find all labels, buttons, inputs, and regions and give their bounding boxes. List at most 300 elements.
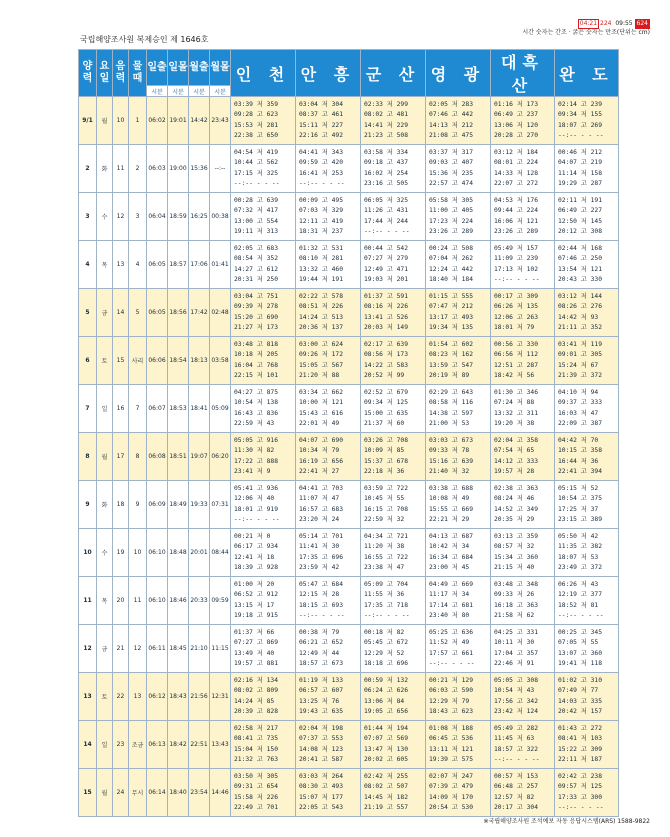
cell-mul: 조금 [129,721,147,769]
tide-entry: 12:06 고 263 [494,313,538,321]
cell-tide-site-4 [491,241,555,289]
cell-lunar: 10 [113,97,129,145]
tide-entry: 17:33 고 300 [558,793,602,801]
tide-entry: 03:12 저 144 [558,292,602,300]
tide-entry: 05:50 저 42 [558,532,599,540]
cell-mset: 12:31 [210,673,231,721]
tide-entry: 22:59 저 32 [364,516,405,523]
tide-entry: 18:01 고 919 [234,505,278,513]
table-row [79,97,619,145]
table-row [79,721,619,769]
tide-entry: 23:20 저 24 [299,516,340,523]
cell-date: 14 [79,721,97,769]
cell-mrise: 21:10 [189,625,210,673]
tide-entry: 11:30 저 82 [234,447,275,454]
cell-lunar: 14 [113,289,129,337]
cell-mrise: 19:07 [189,433,210,481]
tide-entry: 06:48 고 257 [494,783,538,790]
tide-entry: 14:45 저 182 [364,793,408,801]
cell-mrise: 20:33 [189,577,210,625]
cell-lunar: 18 [113,481,129,529]
tide-entry: 12:49 저 44 [299,649,340,657]
cell-set: 18:53 [168,385,189,433]
tide-entry: 01:08 저 188 [429,724,473,732]
cell-tide-site-3 [426,769,491,817]
tide-entry: 17:22 고 888 [234,457,278,465]
tide-entry: 07:24 저 88 [494,399,535,406]
tide-entry: --:-- - - -- [558,612,604,619]
cell-tide-site-0 [231,721,296,769]
tide-entry: 08:16 저 226 [364,303,408,310]
tide-entry: 18:07 고 269 [558,121,602,129]
tide-entry: 19:39 고 575 [429,756,473,763]
cell-rise: 06:05 [147,241,168,289]
cell-tide-site-3 [426,673,491,721]
cell-mset: 13:43 [210,721,231,769]
tide-entry: 15:37 고 678 [364,457,408,465]
tide-entry: 18:42 저 56 [494,372,535,379]
tide-entry: 19:43 고 635 [299,708,343,715]
tide-entry: 11:17 저 34 [429,591,470,598]
tide-entry: 13:00 고 554 [234,217,278,225]
tide-entry: 07:46 고 442 [429,111,473,118]
tide-entry: 09:01 고 305 [558,351,602,358]
cell-mset: 00:38 [210,193,231,241]
tide-entry: 06:56 저 112 [494,351,538,358]
tide-entry: 09:31 고 654 [234,783,278,790]
cell-mrise: 16:25 [189,193,210,241]
cell-tide-site-1 [296,289,361,337]
cell-set: 18:54 [168,337,189,385]
tide-entry: 07:49 저 77 [558,687,599,694]
header-site-2: 군 산 [361,50,426,97]
table-row [79,769,619,817]
tide-entry: 09:34 저 125 [364,399,408,406]
tide-entry: 20:36 저 137 [299,324,343,331]
tide-entry: 13:11 저 121 [429,745,473,753]
cell-tide-site-0 [231,145,296,193]
cell-date: 2 [79,145,97,193]
cell-mset: 08:44 [210,529,231,577]
cell-lunar: 19 [113,529,129,577]
cell-lunar: 15 [113,337,129,385]
table-row [79,385,619,433]
tide-entry: --:-- - - -- [558,132,604,139]
tide-entry: 17:35 고 696 [299,553,343,561]
cell-dow: 월 [97,769,113,817]
tide-entry: 19:03 저 201 [364,276,408,283]
tide-entry: 18:31 저 237 [299,228,343,235]
tide-entry: 11:00 고 405 [429,207,473,214]
tide-entry: 16:55 고 722 [364,553,408,561]
cell-tide-site-4 [491,481,555,529]
tide-entry: 20:52 저 99 [364,372,405,379]
tide-entry: 12:51 고 287 [494,361,538,369]
tide-entry: 21:00 저 53 [429,420,470,427]
cell-tide-site-1 [296,577,361,625]
cell-dow: 화 [97,481,113,529]
cell-rise: 06:06 [147,337,168,385]
tide-entry: 03:37 저 317 [429,148,473,156]
tide-entry: --:-- - - -- [299,612,345,619]
cell-mul: 8 [129,433,147,481]
cell-set: 19:00 [168,145,189,193]
header-col-6: 월출 [189,50,210,86]
tide-entry: 22:18 저 36 [364,468,405,475]
tide-entry: 14:33 저 128 [494,169,538,177]
cell-tide-site-0 [231,193,296,241]
tide-entry: 03:04 고 751 [234,292,278,300]
tide-entry: 04:13 고 687 [429,532,473,540]
header-col-1: 요일 [97,50,113,97]
footer-note: ※국립해양조사원 조석예보 자동 응답시스템(ARS) 1588-9822 [483,818,650,825]
tide-entry: 18:43 고 623 [429,708,473,715]
tide-entry: 19:29 고 287 [558,180,602,187]
tide-entry: 22:46 저 91 [494,660,535,667]
tide-entry: 23:59 저 42 [299,564,340,571]
tide-entry: 21:15 저 40 [494,564,535,571]
tide-entry: 12:15 저 28 [299,591,340,598]
tide-entry: 13:41 고 526 [364,313,408,321]
tide-entry: 02:05 고 683 [234,244,278,252]
tide-entry: 04:49 고 669 [429,580,473,588]
tide-entry: --:-- - - -- [234,180,280,187]
tide-entry: 22:01 저 49 [299,420,340,427]
table-row [79,433,619,481]
tide-entry: 06:21 고 652 [299,639,343,646]
cell-tide-site-1 [296,433,361,481]
tide-entry: --:-- - - -- [299,180,345,187]
cell-mrise: 21:56 [189,673,210,721]
tide-entry: 09:34 저 155 [558,111,602,118]
tide-entry: 19:05 고 656 [364,708,408,715]
tide-entry: 07:46 고 250 [558,255,602,262]
tide-entry: 09:33 저 26 [494,591,535,598]
legend-time-box: 04:21 [578,19,599,29]
cell-rise: 06:13 [147,721,168,769]
cell-tide-site-1 [296,193,361,241]
tide-entry: 10:08 저 49 [429,495,470,502]
tide-entry: 11:55 저 36 [364,591,405,598]
tide-entry: 11:45 저 63 [494,735,535,742]
tide-entry: 10:44 고 562 [234,159,278,166]
cell-tide-site-2 [361,337,426,385]
cell-mrise: 15:36 [189,145,210,193]
cell-date: 13 [79,673,97,721]
cell-dow: 수 [97,193,113,241]
tide-entry: 12:29 저 52 [364,649,405,657]
tide-entry: 08:24 저 46 [494,495,535,502]
tide-entry: 11:35 고 382 [558,543,602,550]
cell-dow: 토 [97,673,113,721]
tide-entry: 19:57 저 28 [494,468,535,475]
header-site-1: 안 흥 [296,50,361,97]
legend-line-1 [522,19,650,29]
tide-entry: 11:41 저 30 [299,543,340,550]
tide-entry: 04:07 고 690 [299,436,343,444]
tide-entry: 00:18 저 82 [364,628,405,636]
tide-entry: 18:18 고 696 [364,660,408,667]
cell-mrise: 20:01 [189,529,210,577]
cell-set: 18:46 [168,577,189,625]
cell-tide-site-4 [491,337,555,385]
cell-tide-site-0 [231,481,296,529]
cell-tide-site-0 [231,289,296,337]
tide-entry: 04:53 저 176 [494,196,538,204]
tide-entry: 10:54 저 138 [234,399,278,406]
cell-tide-site-5 [555,673,619,721]
tide-entry: 21:32 고 763 [234,756,278,763]
tide-entry: 04:27 고 875 [234,388,278,396]
cell-mul: 2 [129,145,147,193]
tide-entry: 17:25 저 37 [558,505,599,513]
tide-entry: 05:15 저 52 [558,484,599,492]
cell-tide-site-0 [231,433,296,481]
tide-entry: 02:38 고 363 [494,484,538,492]
cell-mset: 02:48 [210,289,231,337]
cell-tide-site-5 [555,385,619,433]
tide-entry: 16:06 저 121 [494,217,538,225]
tide-entry: 03:38 고 688 [429,484,473,492]
tide-entry: 06:17 고 934 [234,543,278,550]
tide-entry: 19:11 저 313 [234,228,278,235]
tide-entry: 00:21 저 0 [234,532,271,540]
cell-date: 11 [79,577,97,625]
tide-entry: 10:34 저 79 [299,447,340,454]
tide-entry: 18:52 저 81 [558,601,599,609]
tide-entry: 01:54 고 602 [429,340,473,348]
tide-entry: 12:57 저 82 [494,793,535,801]
tide-entry: 02:42 고 238 [558,772,602,780]
tide-entry: 15:53 저 281 [234,121,278,129]
tide-entry: 14:38 고 597 [429,409,473,417]
tide-entry: 03:03 고 673 [429,436,473,444]
tide-entry: 15:36 저 235 [429,169,473,177]
tide-entry: 23:16 고 505 [364,180,408,187]
tide-entry: 23:15 고 389 [558,516,602,523]
tide-entry: 03:48 고 818 [234,340,278,348]
cell-tide-site-1 [296,769,361,817]
tide-entry: 06:05 저 325 [364,196,408,204]
header-unit-0: 시분 [147,86,168,97]
tide-entry: 03:59 고 722 [364,484,408,492]
tide-entry: 02:04 저 198 [299,724,343,732]
cell-set: 18:43 [168,673,189,721]
tide-entry: 16:41 저 253 [299,169,343,177]
tide-entry: --:-- - - -- [494,276,540,283]
tide-entry: 02:14 고 239 [558,100,602,108]
cell-lunar: 12 [113,193,129,241]
tide-entry: 14:13 저 212 [429,121,473,129]
legend-time-2: 09:55 [615,20,633,27]
tide-entry: 21:58 저 62 [494,612,535,619]
tide-entry: 02:16 저 134 [234,676,278,684]
cell-mrise: 18:13 [189,337,210,385]
tide-entry: 08:57 저 32 [494,543,535,550]
cell-lunar: 20 [113,577,129,625]
tide-entry: 18:40 저 184 [429,276,473,283]
tide-entry: 02:58 저 217 [234,724,278,732]
tide-entry: 13:32 고 311 [494,409,538,417]
tide-entry: 01:02 고 310 [558,676,602,684]
tide-entry: 07:39 고 479 [429,783,473,790]
tide-entry: 14:24 저 85 [234,697,275,705]
cell-set: 18:59 [168,193,189,241]
header-unit-2: 시분 [189,86,210,97]
tide-entry: 21:08 고 475 [429,132,473,139]
cell-mset: 06:20 [210,433,231,481]
tide-entry: 20:43 고 330 [558,276,602,283]
cell-tide-site-2 [361,97,426,145]
cell-date: 5 [79,289,97,337]
cell-tide-site-4 [491,289,555,337]
tide-entry: 11:52 저 49 [429,639,470,646]
header-site-4: 대흑산 [491,50,555,97]
table-row [79,193,619,241]
cell-tide-site-4 [491,97,555,145]
tide-entry: 15:34 고 360 [494,553,538,561]
header-col-5: 일몰 [168,50,189,86]
cell-tide-site-1 [296,145,361,193]
header-col-4: 일출 [147,50,168,86]
cell-lunar: 24 [113,769,129,817]
tide-entry: 07:54 저 65 [494,447,535,454]
cell-rise: 06:07 [147,385,168,433]
tide-entry: 17:56 고 342 [494,697,538,705]
tide-entry: 09:26 저 172 [299,351,343,358]
tide-entry: 20:41 고 587 [299,756,343,763]
tide-entry: 12:29 저 79 [429,697,470,705]
tide-entry: 01:43 고 272 [558,724,602,732]
cell-mset: 03:58 [210,337,231,385]
cell-tide-site-5 [555,625,619,673]
cell-tide-site-2 [361,433,426,481]
tide-entry: 06:49 고 227 [558,207,602,214]
cell-dow: 일 [97,385,113,433]
tide-entry: 03:48 고 348 [494,580,538,588]
tide-entry: 14:09 저 170 [429,793,473,801]
legend-line-2: 시간 숫자는 간조 · 굵은 숫자는 만조(단위는 cm) [522,29,650,37]
tide-entry: 15:00 고 635 [364,409,408,417]
header-unit-1: 시분 [168,86,189,97]
tide-entry: 21:39 고 372 [558,372,602,379]
tide-entry: 00:28 고 639 [234,196,278,204]
tide-entry: 05:58 저 305 [429,196,473,204]
tide-entry: 20:03 저 149 [364,324,408,331]
tide-entry: 17:35 고 718 [364,601,408,609]
tide-entry: 04:07 고 219 [558,159,602,166]
tide-entry: 08:02 고 481 [364,111,408,118]
cell-tide-site-3 [426,193,491,241]
tide-entry: 14:12 고 333 [494,457,538,465]
tide-entry: 03:34 고 662 [299,388,343,396]
tide-entry: 09:03 고 407 [429,159,473,166]
cell-rise: 06:04 [147,193,168,241]
cell-lunar: 11 [113,145,129,193]
cell-rise: 06:10 [147,529,168,577]
tide-entry: 05:25 고 636 [429,628,473,636]
cell-tide-site-4 [491,385,555,433]
cell-tide-site-5 [555,769,619,817]
cell-date: 12 [79,625,97,673]
tide-entry: 10:09 저 85 [364,447,405,454]
cell-tide-site-5 [555,145,619,193]
cell-tide-site-0 [231,769,296,817]
tide-entry: 02:42 저 255 [364,772,408,780]
cell-tide-site-4 [491,145,555,193]
cell-tide-site-5 [555,721,619,769]
tide-entry: 22:21 저 29 [429,516,470,523]
table-row [79,289,619,337]
tide-entry: 19:18 고 915 [234,612,278,619]
tide-entry: 01:37 고 591 [364,292,408,300]
tide-entry: 13:25 저 76 [299,697,340,705]
cell-tide-site-3 [426,97,491,145]
tide-entry: 17:57 고 661 [429,649,473,657]
tide-entry: 19:41 저 118 [558,660,602,667]
cell-set: 18:51 [168,433,189,481]
tide-entry: 15:16 고 639 [429,457,473,465]
cell-tide-site-2 [361,241,426,289]
tide-entry: 09:28 고 623 [234,111,278,118]
tide-entry: 17:44 저 244 [364,217,408,225]
cell-dow: 월 [97,433,113,481]
cell-dow: 목 [97,241,113,289]
tide-entry: 04:41 고 703 [299,484,343,492]
tide-entry: 20:54 고 530 [429,804,473,811]
tide-entry: 03:04 저 304 [299,100,343,108]
tide-entry: 07:27 고 869 [234,639,278,646]
tide-entry: 20:39 고 828 [234,708,278,715]
tide-entry: 00:57 저 153 [494,772,538,780]
tide-entry: 18:57 고 322 [494,745,538,753]
tide-entry: 04:41 저 343 [299,148,343,156]
table-row [79,145,619,193]
tide-table [78,49,618,817]
cell-tide-site-3 [426,433,491,481]
tide-entry: 22:41 저 27 [299,468,340,475]
tide-entry: 05:05 고 308 [494,676,538,684]
tide-entry: 02:05 저 283 [429,100,473,108]
tide-entry: 20:28 고 270 [494,132,538,139]
cell-tide-site-4 [491,721,555,769]
cell-tide-site-0 [231,385,296,433]
cell-tide-site-3 [426,721,491,769]
tide-entry: 22:16 고 492 [299,132,343,139]
tide-entry: 14:03 고 335 [558,697,602,705]
cell-lunar: 17 [113,433,129,481]
cell-rise: 06:11 [147,625,168,673]
cell-tide-site-3 [426,241,491,289]
cell-tide-site-3 [426,385,491,433]
cell-tide-site-1 [296,241,361,289]
tide-entry: 02:44 저 168 [558,244,602,252]
tide-entry: 04:25 고 331 [494,628,538,636]
cell-rise: 06:05 [147,289,168,337]
tide-entry: 11:14 저 158 [558,169,602,177]
tide-entry: 12:11 고 419 [299,217,343,225]
tide-entry: 02:07 저 247 [429,772,473,780]
tide-entry: 22:15 저 101 [234,372,278,379]
tide-entry: 08:26 고 276 [558,303,602,310]
tide-entry: 19:20 저 38 [494,420,535,427]
cell-dow: 화 [97,145,113,193]
cell-dow: 수 [97,529,113,577]
tide-entry: 05:14 고 701 [299,532,343,540]
cell-tide-site-3 [426,625,491,673]
cell-tide-site-0 [231,337,296,385]
tide-entry: 13:49 저 40 [234,649,275,657]
